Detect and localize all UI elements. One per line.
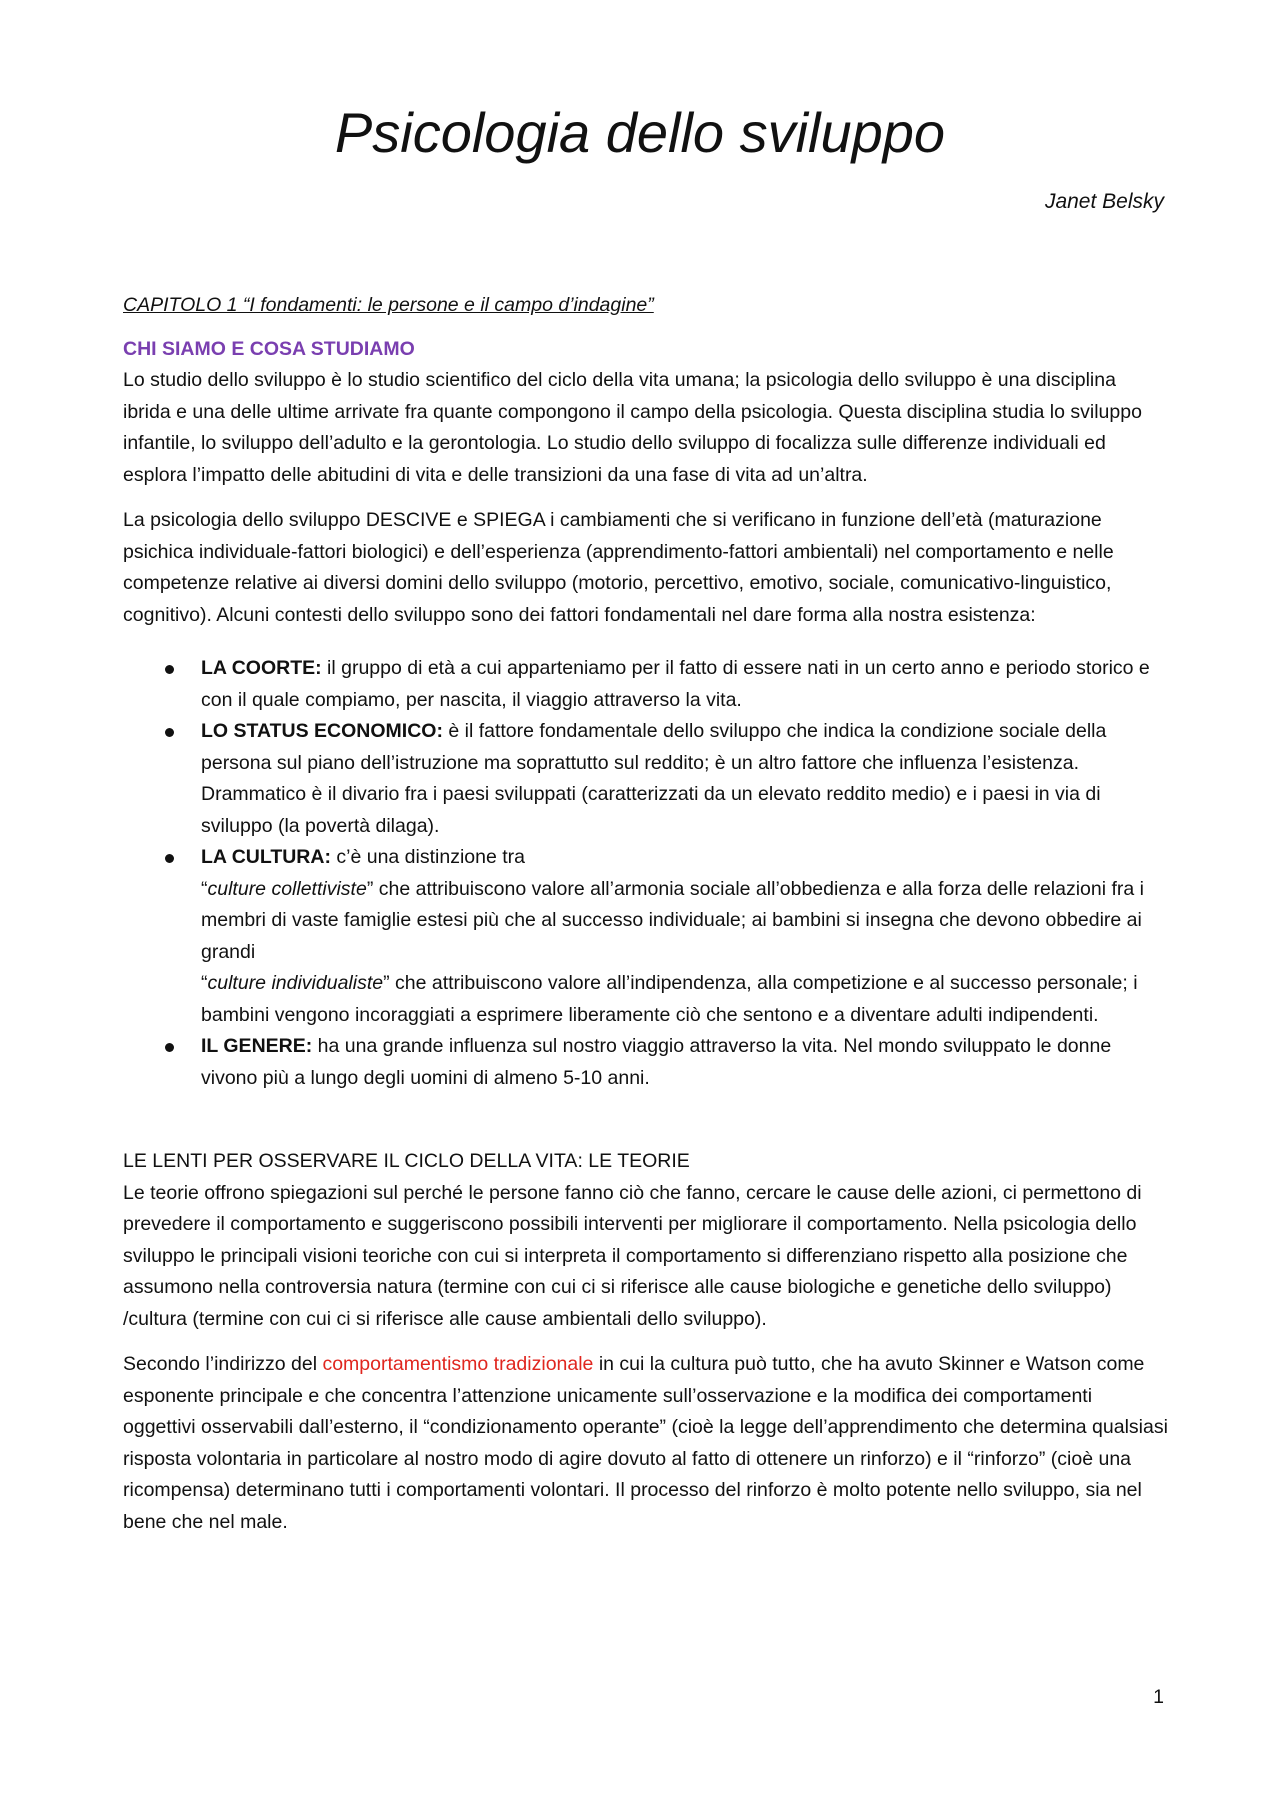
text-cultura-intro: c’è una distinzione tra bbox=[330, 846, 525, 868]
quote-open: “ bbox=[201, 972, 208, 994]
list-item-coorte bbox=[123, 653, 1168, 716]
bullet-icon bbox=[165, 665, 174, 674]
section-heading-teorie: LE LENTI PER OSSERVARE IL CICLO DELLA VITA: LE TEORIE bbox=[123, 1150, 690, 1172]
document-body bbox=[123, 290, 1168, 1552]
bullet-icon bbox=[165, 728, 174, 737]
term-coorte: LA COORTE: bbox=[201, 657, 322, 679]
term-culture-collettiviste: culture collettiviste bbox=[207, 877, 367, 900]
text-status-economico: è il fattore fondamentale dello sviluppo che indica la condizione sociale della persona sul piano dell’istruzione ma soprattutto sul reddito; è un altro fattore che influenza l’esistenza. Drammatico è il divario fra i paesi sviluppati (caratterizzati da un elevato reddito medio) e i paesi in via di sviluppo (la povertà dilaga). bbox=[201, 720, 1107, 837]
list-item-genere bbox=[123, 1031, 1168, 1094]
text-comportamentismo-before: Secondo l’indirizzo del bbox=[123, 1353, 323, 1375]
paragraph-descrive-spiega: La psicologia dello sviluppo DESCIVE e SPIEGA i cambiamenti che si verificano in funzione dell’età (maturazione psichica individuale-fattori biologici) e dell’esperienza (apprendimento-fattori ambientali) nel comportamento e nelle competenze relative ai diversi domini dello sviluppo (motorio, percettivo, emotivo, sociale, comunicativo-linguistico, cognitivo). Alcuni contesti dello sviluppo sono dei fattori fondamentali nel dare forma alla nostra esistenza: bbox=[123, 509, 1114, 626]
text-culture-collettiviste: ” che attribuiscono valore all’armonia sociale all’obbedienza e alla forza delle relazioni fra i membri di vaste famiglie estesi più che al successo individuale; ai bambini si insegna che devono obbedire ai grandi bbox=[201, 877, 1145, 963]
text-culture-individualiste: ” che attribuiscono valore all’indipendenza, alla competizione e al successo personale; i bambini vengono incoraggiati a esprimere liberamente ciò che sentono e a diventare adulti indipendenti. bbox=[201, 972, 1138, 1026]
document-title: Psicologia dello sviluppo bbox=[334, 101, 946, 164]
contexts-bullet-list bbox=[123, 653, 1168, 1094]
highlight-comportamentismo: comportamentismo tradizionale bbox=[322, 1353, 594, 1375]
text-coorte: il gruppo di età a cui apparteniamo per il fatto di essere nati in un certo anno e periodo storico e con il quale compiamo, per nascita, il viaggio attraverso la vita. bbox=[201, 657, 1150, 711]
bullet-icon bbox=[165, 1043, 174, 1052]
page-number: 1 bbox=[1153, 1686, 1164, 1708]
section-heading-chi-siamo: CHI SIAMO E COSA STUDIAMO bbox=[123, 337, 415, 360]
text-genere: ha una grande influenza sul nostro viaggio attraverso la vita. Nel mondo sviluppato le donne vivono più a lungo degli uomini di almeno 5-10 anni. bbox=[201, 1035, 1112, 1089]
bullet-icon bbox=[165, 854, 174, 863]
paragraph-teorie: Le teorie offrono spiegazioni sul perché le persone fanno ciò che fanno, cercare le cause delle azioni, ci permettono di prevedere il comportamento e suggeriscono possibili interventi per migliorare il comportamento. Nella psicologia dello sviluppo le principali visioni teoriche con cui si interpreta il comportamento si differenziano rispetto alla posizione che assumono nella controversia natura (termine con cui ci si riferisce alle cause biologiche e genetiche dello sviluppo) /cultura (termine con cui ci si riferisce alle cause ambientali dello sviluppo). bbox=[123, 1181, 1142, 1330]
paragraph-comportamentismo bbox=[123, 1349, 1168, 1538]
term-culture-individualiste: culture individualiste bbox=[207, 972, 384, 994]
term-status-economico: LO STATUS ECONOMICO: bbox=[201, 720, 443, 742]
document-author: Janet Belsky bbox=[1044, 190, 1164, 213]
text-comportamentismo-after: in cui la cultura può tutto, che ha avuto Skinner e Watson come esponente principale e che concentra l’attenzione unicamente sull’osservazione e la modifica dei comportamenti oggettivi osservabili dall’esterno, il “condizionamento operante” (cioè la legge dell’apprendimento che determina qualsiasi risposta volontaria in particolare al nostro modo di agire dovuto al fatto di ottenere un rinforzo) e il “rinforzo” (cioè una ricompensa) determinano tutti i comportamenti volontari. Il processo del rinforzo è molto potente nello sviluppo, sia nel bene che nel male. bbox=[123, 1353, 1168, 1533]
list-item-cultura bbox=[123, 842, 1168, 1031]
term-cultura: LA CULTURA: bbox=[201, 846, 331, 868]
term-genere: IL GENERE: bbox=[201, 1035, 313, 1057]
list-item-status-economico bbox=[123, 716, 1168, 842]
paragraph-intro: Lo studio dello sviluppo è lo studio scientifico del ciclo della vita umana; la psicologia dello sviluppo è una disciplina ibrida e una delle ultime arrivate fra quante compongono il campo della psicologia. Questa disciplina studia lo sviluppo infantile, lo sviluppo dell’adulto e la gerontologia. Lo studio dello sviluppo di focalizza sulle differenze individuali ed esplora l’impatto delle abitudini di vita e delle transizioni da una fase di vita ad un’altra. bbox=[123, 369, 1142, 486]
quote-open: “ bbox=[201, 877, 208, 900]
chapter-heading: CAPITOLO 1 “I fondamenti: le persone e il campo d’indagine” bbox=[123, 294, 654, 316]
